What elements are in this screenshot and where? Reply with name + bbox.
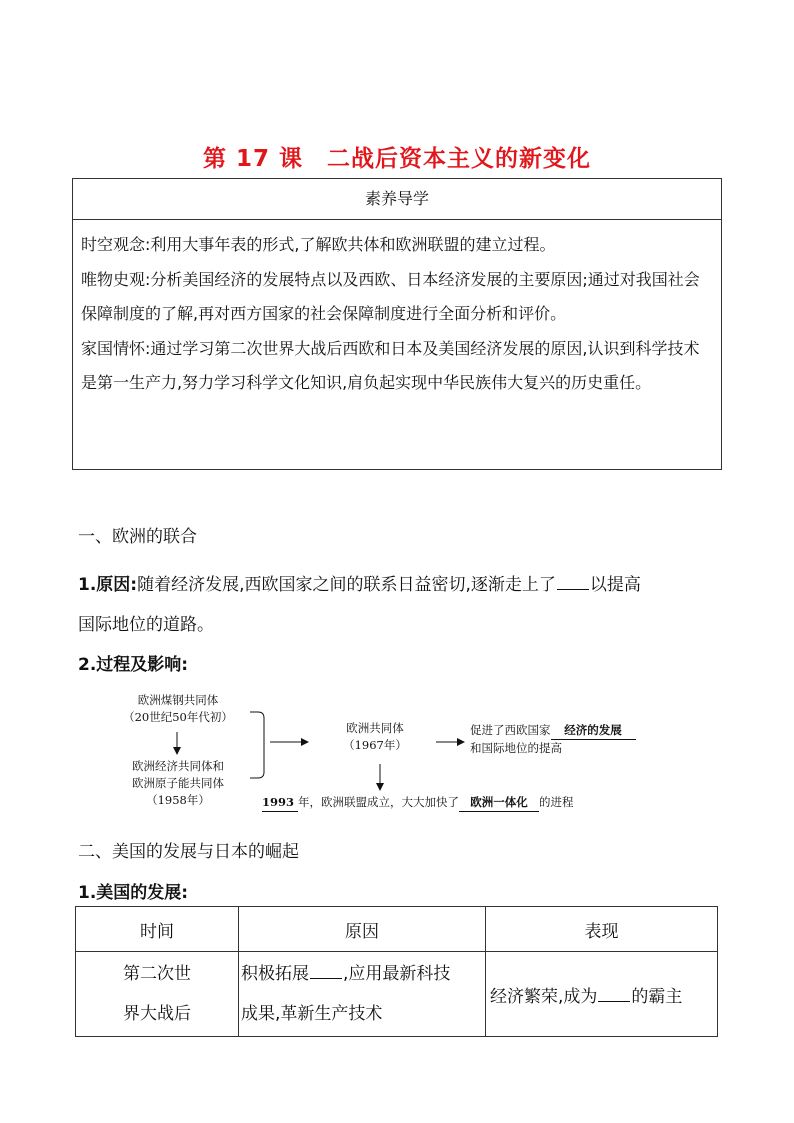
cell-reason [239, 952, 486, 1037]
reason-text-b: ,应用最新科技 [343, 964, 451, 984]
section1-item2-label: 2.过程及影响: [78, 655, 189, 675]
eec-name-2: 欧洲原子能共同体 [132, 776, 224, 790]
guide-paragraph-spatiotemporal: 时空观念:利用大事年表的形式,了解欧共体和欧洲联盟的建立过程。 [81, 235, 556, 254]
item1-text-b: 以提高 [589, 575, 641, 595]
cell-performance [486, 952, 718, 1037]
header-performance: 表现 [486, 907, 718, 952]
reason-blank[interactable] [310, 977, 342, 979]
ec-date: （1967年） [343, 738, 407, 752]
eu-fill: 欧洲一体化 [459, 794, 539, 812]
eu-text-a: 年，欧洲联盟成立，大大加快了 [298, 795, 459, 809]
bracket-path [250, 712, 264, 778]
eec-date: （1958年） [146, 793, 210, 807]
perf-blank[interactable] [598, 1000, 630, 1002]
eec-name-1: 欧洲经济共同体和 [132, 759, 224, 773]
perf-text-a: 经济繁荣,成为 [490, 986, 598, 1007]
diagram-eu [262, 794, 642, 812]
diagram-effect [470, 722, 670, 757]
guide-paragraph-patriotism: 家国情怀:通过学习第二次世界大战后西欧和日本及美国经济发展的原因,认识到科学技术是第一生产力,努力学习科学文化知识,肩负起实现中华民族伟大复兴的历史重任。 [81, 338, 700, 392]
ecsc-name: 欧洲煤钢共同体 [137, 693, 219, 707]
page-title: 第 17 课 二战后资本主义的新变化 [202, 146, 592, 172]
reason-text-a: 积极拓展 [241, 964, 309, 984]
ec-name: 欧洲共同体 [346, 721, 404, 735]
section2-item1-label: 1.美国的发展: [78, 883, 189, 903]
guide-heading: 素养导学 [73, 179, 721, 220]
us-development-table [75, 906, 718, 1037]
cell-time [76, 952, 239, 1037]
diagram-ec [320, 720, 430, 754]
item1-text-c: 国际地位的道路。 [78, 615, 214, 635]
effect-fill: 经济的发展 [551, 722, 636, 740]
header-reason: 原因 [239, 907, 486, 952]
table-header-row [76, 907, 718, 952]
section1-heading: 一、欧洲的联合 [78, 527, 197, 547]
reason-text-c: 成果,革新生产技术 [241, 1004, 383, 1024]
time-line-2: 界大战后 [123, 1004, 191, 1024]
item1-text-a: 随着经济发展,西欧国家之间的联系日益密切,逐渐走上了 [137, 575, 556, 595]
eu-text-b: 的进程 [539, 795, 574, 809]
section2-heading: 二、美国的发展与日本的崛起 [78, 842, 299, 862]
guide-paragraph-materialism: 唯物史观:分析美国经济的发展特点以及西欧、日本经济发展的主要原因;通过对我国社会保障制度的了解,再对西方国家的社会保障制度进行全面分析和评价。 [81, 269, 700, 323]
effect-text-1: 促进了西欧国家 [470, 723, 551, 737]
diagram-eec [108, 758, 248, 809]
item1-label: 1.原因: [78, 575, 138, 595]
ecsc-date: （20世纪50年代初） [123, 710, 233, 724]
eu-year: 1993 [262, 794, 298, 812]
time-line-1: 第二次世 [123, 964, 191, 984]
header-time: 时间 [76, 907, 239, 952]
effect-text-2: 和国际地位的提高 [470, 741, 562, 755]
perf-text-b: 的霸主 [631, 986, 683, 1007]
table-row [76, 952, 718, 1037]
